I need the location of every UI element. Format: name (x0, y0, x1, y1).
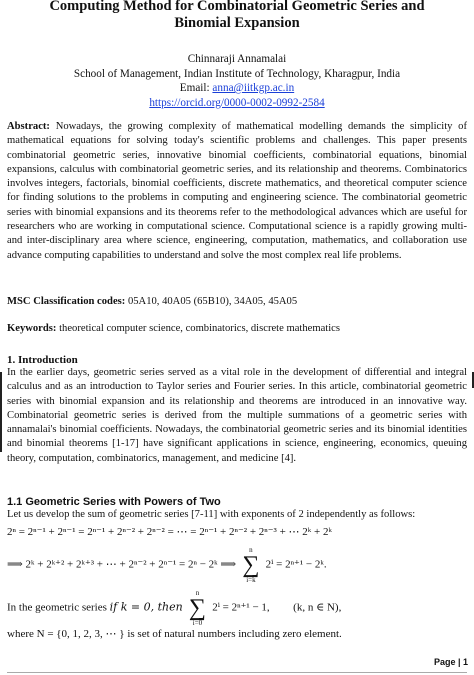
section-1-1-intro: Let us develop the sum of geometric series [7-11] with exponents of 2 independently as follows: (7, 509, 416, 520)
equation-1: 2ⁿ = 2ⁿ⁻¹ + 2ⁿ⁻¹ = 2ⁿ⁻¹ + 2ⁿ⁻² + 2ⁿ⁻² = ⋯ = 2ⁿ⁻¹ + 2ⁿ⁻² + 2ⁿ⁻³ + ⋯ 2ᵏ + 2ᵏ (7, 526, 332, 538)
abstract-paragraph (7, 120, 467, 263)
author-name: Chinnaraji Annamalai (187, 53, 287, 65)
equation-3-text: In the geometric series (7, 601, 107, 614)
equation-3-right: 2ⁱ = 2ⁿ⁺¹ − 1, (212, 601, 270, 614)
author-email-line (10, 81, 464, 96)
summation-symbol: n ∑ i=k (239, 546, 263, 584)
author-affiliation: School of Management, Indian Institute of Technology, Kharagpur, India (73, 67, 401, 80)
paper-title (20, 0, 454, 32)
keywords-line (7, 322, 467, 336)
msc-label: MSC Classification codes: (7, 296, 126, 307)
keywords-text: theoretical computer science, combinatorics, discrete mathematics (59, 323, 341, 334)
equation-3-condition: if k = 0, then (109, 600, 183, 614)
equation-3 (7, 589, 341, 627)
equation-2 (7, 546, 327, 584)
sum-lower-limit: i=k (246, 576, 256, 584)
msc-line (7, 295, 467, 309)
sum-lower-limit: i=0 (192, 619, 203, 627)
equation-4: where N = {0, 1, 2, 3, ⋯ } is set of natural numbers including zero element. (7, 628, 342, 640)
section-1-1-heading: 1.1 Geometric Series with Powers of Two (7, 496, 221, 508)
email-label: Email: (179, 82, 210, 94)
footer-rule (7, 672, 467, 673)
msc-codes: 05A10, 40A05 (65B10), 34A05, 45A05 (127, 296, 298, 307)
equation-2-left: ⟹ 2ᵏ + 2ᵏ⁺² + 2ᵏ⁺³ + ⋯ + 2ⁿ⁻² + 2ⁿ⁻¹ = 2ⁿ − 2ᵏ ⟹ (7, 558, 237, 571)
abstract-label: Abstract: (7, 121, 50, 132)
introduction-paragraph: In the earlier days, geometric series served as a vital role in the development of differential and integral calculus and as an introduction to Taylor series and Fourier series. In this article, combinatorial geometric series with binomial expansion and its relationship and theorems are introduced in an innovative way. Combinatorial geometric series is derived from the multiple summations of a geometric series with annamalai's binomial coefficients. Nowadays, the combinatorial geometric series and its binomial identities and binomial theorems [1-17] have significant applications in science, engineering, economics, queuing theory, computation, combinatorics, management, and medicine [4]. (7, 367, 467, 464)
sum-upper-limit: n (249, 546, 253, 554)
title-line-2: Binomial Expansion (174, 15, 300, 31)
keywords-label: Keywords: (7, 323, 57, 334)
author-block (10, 52, 464, 110)
email-link[interactable]: anna@iitkgp.ac.in (212, 82, 295, 94)
section-1-heading: 1. Introduction (7, 354, 78, 366)
abstract-text: Nowadays, the growing complexity of mathematical modelling demands the simplicity of mathematical equations for solving today's scientific problems and challenges. This paper presents combinatorial geometric series, innovative binomial coefficients, combinatorial equations, binomial expansions, calculus with combinatorial geometric series, and its relationship and theorems. Combinatorics involves integers, factorials, binomial coefficients, discrete mathematics, and theoretical computer science for finding solutions to the problems in computing and engineering science. The combinatorial geometric series with binomial expansions and its theorems refer to the methodological advances which are useful for researchers who are working in computational science. Computational science is a rapidly growing multi-and inter-disciplinary area where science, engineering, computation, mathematics, and collaboration use advance computing capabilities to understand and solve the most complex real life problems. (7, 121, 467, 261)
page-number: Page | 1 (433, 657, 468, 667)
title-line-1: Computing Method for Combinatorial Geometric Series and (49, 0, 425, 14)
sum-upper-limit: n (195, 589, 200, 597)
equation-2-right: 2ⁱ = 2ⁿ⁺¹ − 2ᵏ. (265, 558, 327, 571)
equation-3-domain: (k, n ∈ N), (293, 601, 342, 614)
left-margin-bar (0, 372, 2, 452)
summation-symbol: n ∑ i=0 (185, 589, 209, 627)
orcid-link[interactable]: https://orcid.org/0000-0002-0992-2584 (149, 96, 325, 109)
